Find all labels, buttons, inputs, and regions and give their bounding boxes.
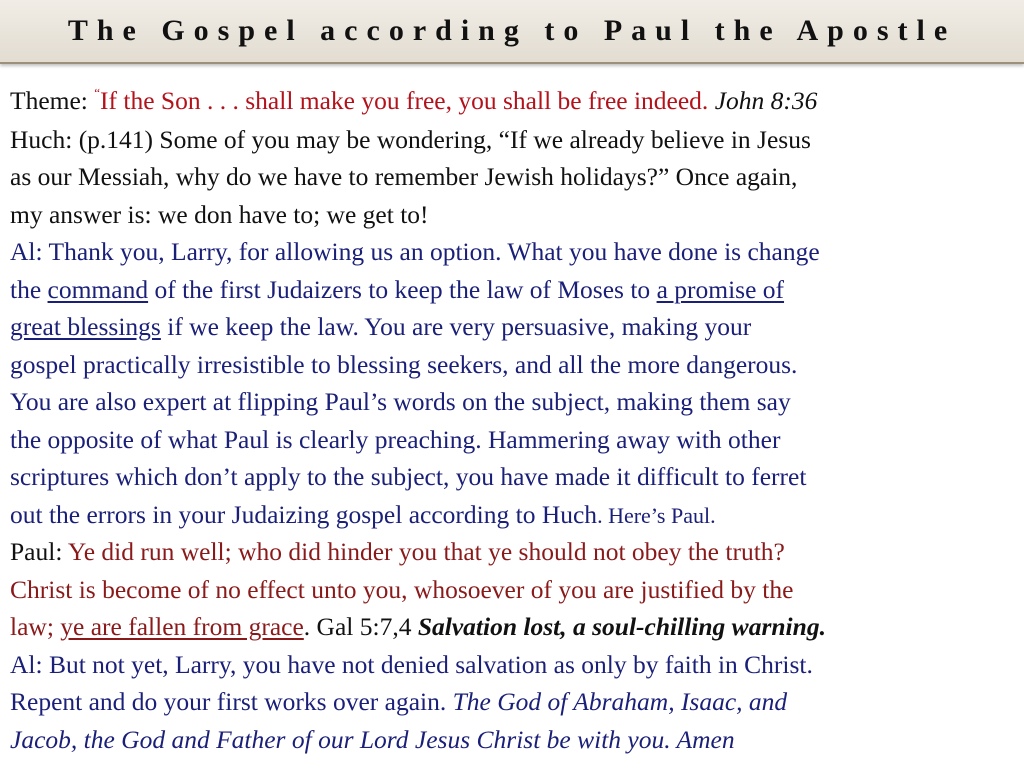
paul-line-3-start: law; [10, 612, 61, 641]
al-line-3 [10, 308, 1020, 346]
al-line-7: scriptures which don’t apply to the subject, you have made it difficult to ferret [10, 462, 807, 491]
paul-label: Paul: [10, 537, 68, 566]
underlined-great-blessings: great blessings [10, 312, 161, 341]
theme-label: Theme: [10, 86, 95, 115]
theme-quote: If the Son . . . shall make you free, you shall be free indeed. [100, 86, 709, 115]
underlined-command: command [47, 274, 149, 304]
al-line-5: You are also expert at flipping Paul’s words on the subject, making them say [10, 387, 791, 416]
theme-open-quote: “ [94, 85, 101, 100]
underlined-promise: a promise of [656, 274, 785, 304]
paul-quote-1: Ye did run well; who did hinder you that ye should not obey the truth? [67, 537, 785, 566]
paul-reference: . Gal 5:7,4 [303, 612, 418, 641]
al2-line-3: Jacob, the God and Father of our Lord Jesus Christ be with you. Amen [10, 724, 735, 754]
al-line-8-end: . [710, 502, 716, 528]
al2-blessing-start: The God of Abraham, Isaac, and [452, 687, 788, 716]
al-line-2-middle: of the first Judaizers to keep the law of Moses to [148, 274, 657, 304]
al-line-4: gospel practically irresistible to blessing seekers, and all the more dangerous. [10, 349, 798, 379]
title-bar [0, 0, 1024, 64]
al2-line-2-start: Repent and do your first works over again. [10, 687, 453, 716]
paul-line-3 [10, 608, 1020, 646]
al-line-2-start: the [10, 274, 48, 304]
huch-line-1: Huch: (p.141) Some of you may be wondering, “If we already believe in Jesus [10, 124, 811, 154]
paul-line-2: Christ is become of no effect unto you, whosoever of you are justified by the [10, 574, 794, 604]
al-line-8 [10, 496, 1020, 534]
paul-line-1 [10, 533, 1020, 571]
theme-line [10, 74, 1020, 115]
al-line-2 [10, 271, 1020, 309]
slide-body [10, 74, 1020, 758]
theme-reference: John 8:36 [708, 86, 818, 115]
al-line-6: the opposite of what Paul is clearly preaching. Hammering away with other [10, 424, 781, 454]
huch-line-2: as our Messiah, why do we have to remember Jewish holidays?” Once again, [10, 162, 798, 191]
underlined-fallen-from-grace: ye are fallen from grace [60, 612, 304, 641]
al2-line-2 [10, 683, 1020, 721]
al2-line-1: Al: But not yet, Larry, you have not denied salvation as only by faith in Christ. [10, 649, 813, 679]
slide-title: The Gospel according to Paul the Apostle [67, 14, 957, 47]
salvation-lost-warning: Salvation lost, a soul-chilling warning. [417, 612, 826, 641]
al-line-1: Al: Thank you, Larry, for allowing us an option. What you have done is change [10, 237, 820, 266]
al-line-3-rest: if we keep the law. You are very persuasive, making your [160, 312, 752, 341]
al-line-8-heres-paul: . Here’s Paul [597, 502, 711, 528]
al-line-8-start: out the errors in your Judaizing gospel according to Huch [10, 499, 598, 529]
huch-line-3: my answer is: we don have to; we get to! [10, 199, 429, 229]
